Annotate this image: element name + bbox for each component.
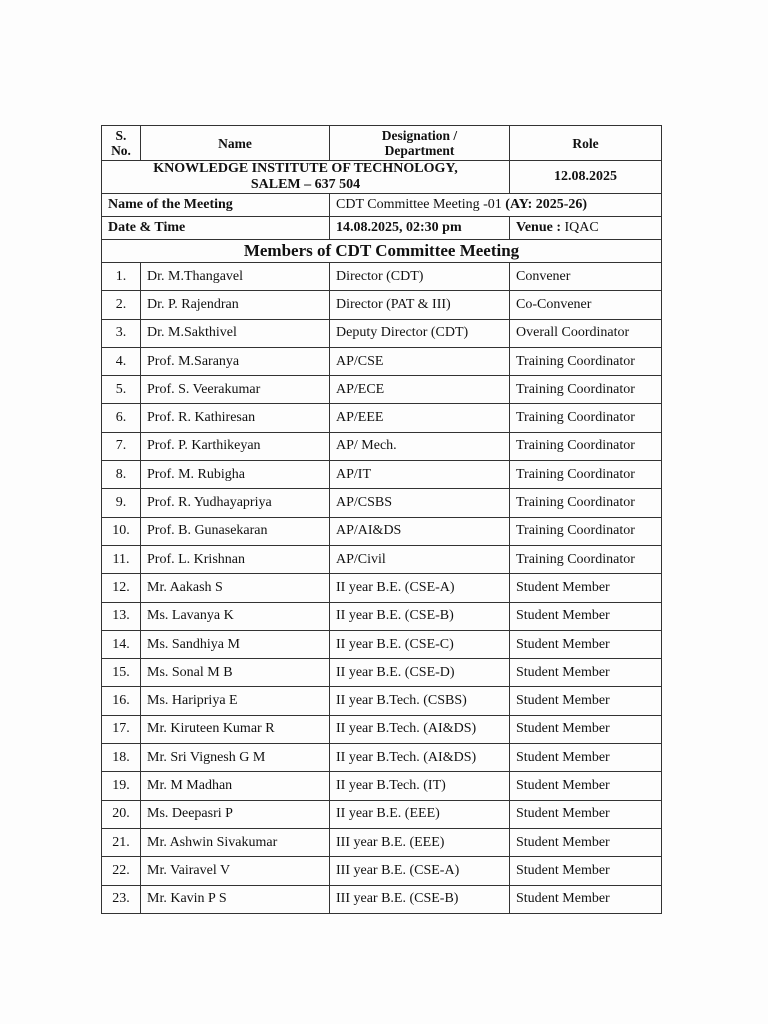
- member-name: Prof. M.Saranya: [141, 347, 330, 375]
- member-designation: Director (PAT & III): [330, 291, 510, 319]
- table-row: [102, 715, 662, 743]
- table-row: [102, 772, 662, 800]
- committee-document: [101, 125, 661, 914]
- document-date: 12.08.2025: [510, 161, 662, 194]
- member-role: Student Member: [510, 828, 662, 856]
- table-row: [102, 376, 662, 404]
- member-sno: 13.: [102, 602, 141, 630]
- member-role: Student Member: [510, 602, 662, 630]
- member-sno: 22.: [102, 857, 141, 885]
- meeting-name-text: CDT Committee Meeting -01: [336, 197, 502, 212]
- member-role: Co-Convener: [510, 291, 662, 319]
- member-sno: 15.: [102, 659, 141, 687]
- table-row: [102, 602, 662, 630]
- member-rows: [102, 263, 662, 914]
- member-designation: III year B.E. (CSE-A): [330, 857, 510, 885]
- table-row: [102, 630, 662, 658]
- member-designation: II year B.E. (EEE): [330, 800, 510, 828]
- table-row: [102, 857, 662, 885]
- venue: [510, 217, 662, 240]
- member-role: Overall Coordinator: [510, 319, 662, 347]
- member-role: Student Member: [510, 659, 662, 687]
- member-designation: II year B.Tech. (CSBS): [330, 687, 510, 715]
- column-header-sno: [102, 126, 141, 161]
- designation-header-line-2: Department: [384, 143, 455, 158]
- table-row: [102, 885, 662, 913]
- table-row: [102, 659, 662, 687]
- member-role: Student Member: [510, 800, 662, 828]
- member-designation: AP/EEE: [330, 404, 510, 432]
- member-role: Student Member: [510, 772, 662, 800]
- member-name: Dr. P. Rajendran: [141, 291, 330, 319]
- table-row: [102, 319, 662, 347]
- member-name: Ms. Sandhiya M: [141, 630, 330, 658]
- member-designation: III year B.E. (EEE): [330, 828, 510, 856]
- member-role: Student Member: [510, 744, 662, 772]
- member-name: Prof. S. Veerakumar: [141, 376, 330, 404]
- member-designation: III year B.E. (CSE-B): [330, 885, 510, 913]
- member-sno: 16.: [102, 687, 141, 715]
- member-designation: AP/CSE: [330, 347, 510, 375]
- datetime-value: 14.08.2025, 02:30 pm: [330, 217, 510, 240]
- member-designation: II year B.Tech. (IT): [330, 772, 510, 800]
- member-sno: 6.: [102, 404, 141, 432]
- member-name: Mr. Kavin P S: [141, 885, 330, 913]
- member-sno: 23.: [102, 885, 141, 913]
- member-name: Prof. R. Kathiresan: [141, 404, 330, 432]
- member-role: Training Coordinator: [510, 517, 662, 545]
- member-name: Ms. Deepasri P: [141, 800, 330, 828]
- member-designation: II year B.Tech. (AI&DS): [330, 715, 510, 743]
- member-role: Student Member: [510, 630, 662, 658]
- member-role: Training Coordinator: [510, 545, 662, 573]
- sno-header-line-1: S.: [115, 128, 127, 143]
- table-row: [102, 687, 662, 715]
- column-header-name: Name: [141, 126, 330, 161]
- member-sno: 4.: [102, 347, 141, 375]
- member-designation: AP/IT: [330, 461, 510, 489]
- institution-name: [102, 161, 510, 194]
- venue-label: Venue :: [516, 220, 561, 235]
- table-row: [102, 461, 662, 489]
- member-name: Mr. Aakash S: [141, 574, 330, 602]
- table-row: [102, 800, 662, 828]
- member-name: Ms. Haripriya E: [141, 687, 330, 715]
- member-name: Prof. L. Krishnan: [141, 545, 330, 573]
- member-sno: 18.: [102, 744, 141, 772]
- table-row: [102, 744, 662, 772]
- member-name: Mr. Ashwin Sivakumar: [141, 828, 330, 856]
- member-name: Prof. P. Karthikeyan: [141, 432, 330, 460]
- member-designation: AP/CSBS: [330, 489, 510, 517]
- member-sno: 14.: [102, 630, 141, 658]
- member-role: Training Coordinator: [510, 347, 662, 375]
- member-designation: Deputy Director (CDT): [330, 319, 510, 347]
- member-sno: 5.: [102, 376, 141, 404]
- designation-header-line-1: Designation /: [381, 128, 458, 143]
- member-name: Prof. M. Rubigha: [141, 461, 330, 489]
- member-role: Student Member: [510, 885, 662, 913]
- meeting-name-label: Name of the Meeting: [102, 194, 330, 217]
- member-name: Dr. M.Thangavel: [141, 263, 330, 291]
- table-row: [102, 263, 662, 291]
- member-sno: 3.: [102, 319, 141, 347]
- academic-year: (AY: 2025-26): [505, 197, 588, 212]
- member-sno: 17.: [102, 715, 141, 743]
- member-sno: 11.: [102, 545, 141, 573]
- member-designation: AP/ Mech.: [330, 432, 510, 460]
- member-designation: II year B.E. (CSE-B): [330, 602, 510, 630]
- member-name: Dr. M.Sakthivel: [141, 319, 330, 347]
- member-sno: 21.: [102, 828, 141, 856]
- member-name: Mr. Sri Vignesh G M: [141, 744, 330, 772]
- committee-table: [101, 125, 662, 914]
- member-role: Training Coordinator: [510, 376, 662, 404]
- member-name: Prof. R. Yudhayapriya: [141, 489, 330, 517]
- member-name: Mr. Vairavel V: [141, 857, 330, 885]
- table-row: [102, 489, 662, 517]
- member-sno: 12.: [102, 574, 141, 602]
- member-designation: Director (CDT): [330, 263, 510, 291]
- table-row: [102, 291, 662, 319]
- member-name: Ms. Sonal M B: [141, 659, 330, 687]
- column-header-role: Role: [510, 126, 662, 161]
- table-row: [102, 574, 662, 602]
- venue-value: IQAC: [564, 220, 599, 235]
- member-sno: 10.: [102, 517, 141, 545]
- table-row: [102, 517, 662, 545]
- member-role: Training Coordinator: [510, 489, 662, 517]
- section-title: Members of CDT Committee Meeting: [102, 240, 662, 263]
- member-role: Training Coordinator: [510, 432, 662, 460]
- table-row: [102, 828, 662, 856]
- member-designation: AP/Civil: [330, 545, 510, 573]
- member-name: Prof. B. Gunasekaran: [141, 517, 330, 545]
- datetime-label: Date & Time: [102, 217, 330, 240]
- member-sno: 20.: [102, 800, 141, 828]
- institution-line-2: SALEM – 637 504: [250, 177, 361, 192]
- member-role: Student Member: [510, 687, 662, 715]
- member-designation: II year B.Tech. (AI&DS): [330, 744, 510, 772]
- member-designation: II year B.E. (CSE-D): [330, 659, 510, 687]
- sno-header-line-2: No.: [111, 143, 131, 158]
- table-row: [102, 347, 662, 375]
- member-role: Student Member: [510, 574, 662, 602]
- member-sno: 19.: [102, 772, 141, 800]
- table-row: [102, 432, 662, 460]
- member-sno: 7.: [102, 432, 141, 460]
- member-role: Student Member: [510, 857, 662, 885]
- member-sno: 2.: [102, 291, 141, 319]
- member-designation: II year B.E. (CSE-A): [330, 574, 510, 602]
- member-sno: 1.: [102, 263, 141, 291]
- member-role: Training Coordinator: [510, 461, 662, 489]
- member-role: Training Coordinator: [510, 404, 662, 432]
- member-role: Student Member: [510, 715, 662, 743]
- member-role: Convener: [510, 263, 662, 291]
- member-sno: 8.: [102, 461, 141, 489]
- member-name: Ms. Lavanya K: [141, 602, 330, 630]
- member-sno: 9.: [102, 489, 141, 517]
- table-row: [102, 404, 662, 432]
- member-designation: AP/ECE: [330, 376, 510, 404]
- institution-line-1: KNOWLEDGE INSTITUTE OF TECHNOLOGY,: [153, 161, 458, 176]
- meeting-name-value: [330, 194, 662, 217]
- member-designation: II year B.E. (CSE-C): [330, 630, 510, 658]
- table-row: [102, 545, 662, 573]
- member-name: Mr. Kiruteen Kumar R: [141, 715, 330, 743]
- member-name: Mr. M Madhan: [141, 772, 330, 800]
- column-header-designation: [330, 126, 510, 161]
- member-designation: AP/AI&DS: [330, 517, 510, 545]
